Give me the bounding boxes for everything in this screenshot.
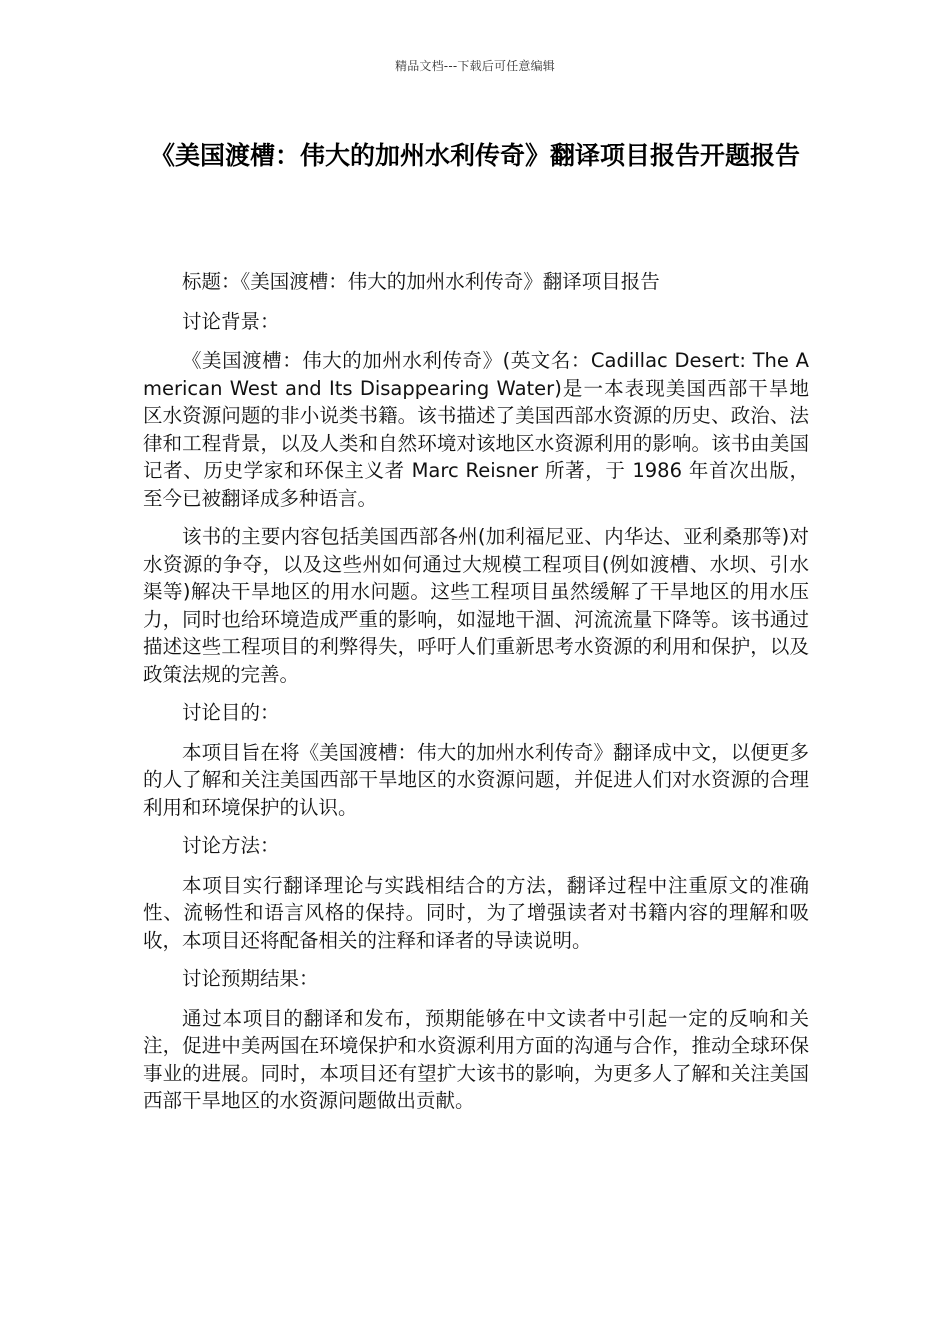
subtitle-line: 标题：《美国渡槽：伟大的加州水利传奇》翻译项目报告 bbox=[182, 270, 660, 293]
results-heading: 讨论预期结果： bbox=[182, 967, 319, 990]
background-paragraph-2: 该书的主要内容包括美国西部各州(加利福尼亚、内华达、亚利桑那等)对水资源的争夺，以及这些州如何通过大规模工程项目(例如渡槽、水坝、引水渠等)解决干旱地区的用水问题。这些工程项目虽然缓解了干旱地区的用水压力，同时也给环境造成严重的影响，如湿地干涸、河流流量下降等。该书通过描述这些工程项目的利弊得失，呼吁人们重新思考水资源的利用和保护，以及政策法规的完善。 bbox=[143, 525, 809, 686]
purpose-paragraph: 本项目旨在将《美国渡槽：伟大的加州水利传奇》翻译成中文，以便更多的人了解和关注美国西部干旱地区的水资源问题，并促进人们对水资源的合理利用和环境保护的认识。 bbox=[143, 740, 809, 819]
page-header: 精品文档---下载后可任意编辑 bbox=[395, 59, 555, 73]
document-body bbox=[143, 268, 809, 1126]
method-heading: 讨论方法： bbox=[182, 834, 280, 857]
method-paragraph: 本项目实行翻译理论与实践相结合的方法，翻译过程中注重原文的准确性、流畅性和语言风格的保持。同时，为了增强读者对书籍内容的理解和吸收，本项目还将配备相关的注释和译者的导读说明。 bbox=[143, 873, 809, 952]
results-paragraph: 通过本项目的翻译和发布，预期能够在中文读者中引起一定的反响和关注，促进中美两国在环境保护和水资源利用方面的沟通与合作，推动全球环保事业的进展。同时，本项目还有望扩大该书的影响，为更多人了解和关注美国西部干旱地区的水资源问题做出贡献。 bbox=[143, 1006, 809, 1112]
purpose-heading: 讨论目的： bbox=[182, 701, 280, 724]
background-heading: 讨论背景： bbox=[182, 309, 280, 333]
background-paragraph-1: 《美国渡槽：伟大的加州水利传奇》(英文名：Cadillac Desert: The American West and Its Disappearing Water)是一本表现美国西部干旱地区水资源问题的非小说类书籍。该书描述了美国西部水资源的历史、政治、法律和工程背景，以及人类和自然环境对该地区水资源利用的影响。该书由美国记者、历史学家和环保主义者 Marc Reisner 所著，于 1986 年首次出版，至今已被翻译成多种语言。 bbox=[143, 349, 809, 510]
document-title: 《美国渡槽：伟大的加州水利传奇》翻译项目报告开题报告 bbox=[149, 141, 800, 170]
